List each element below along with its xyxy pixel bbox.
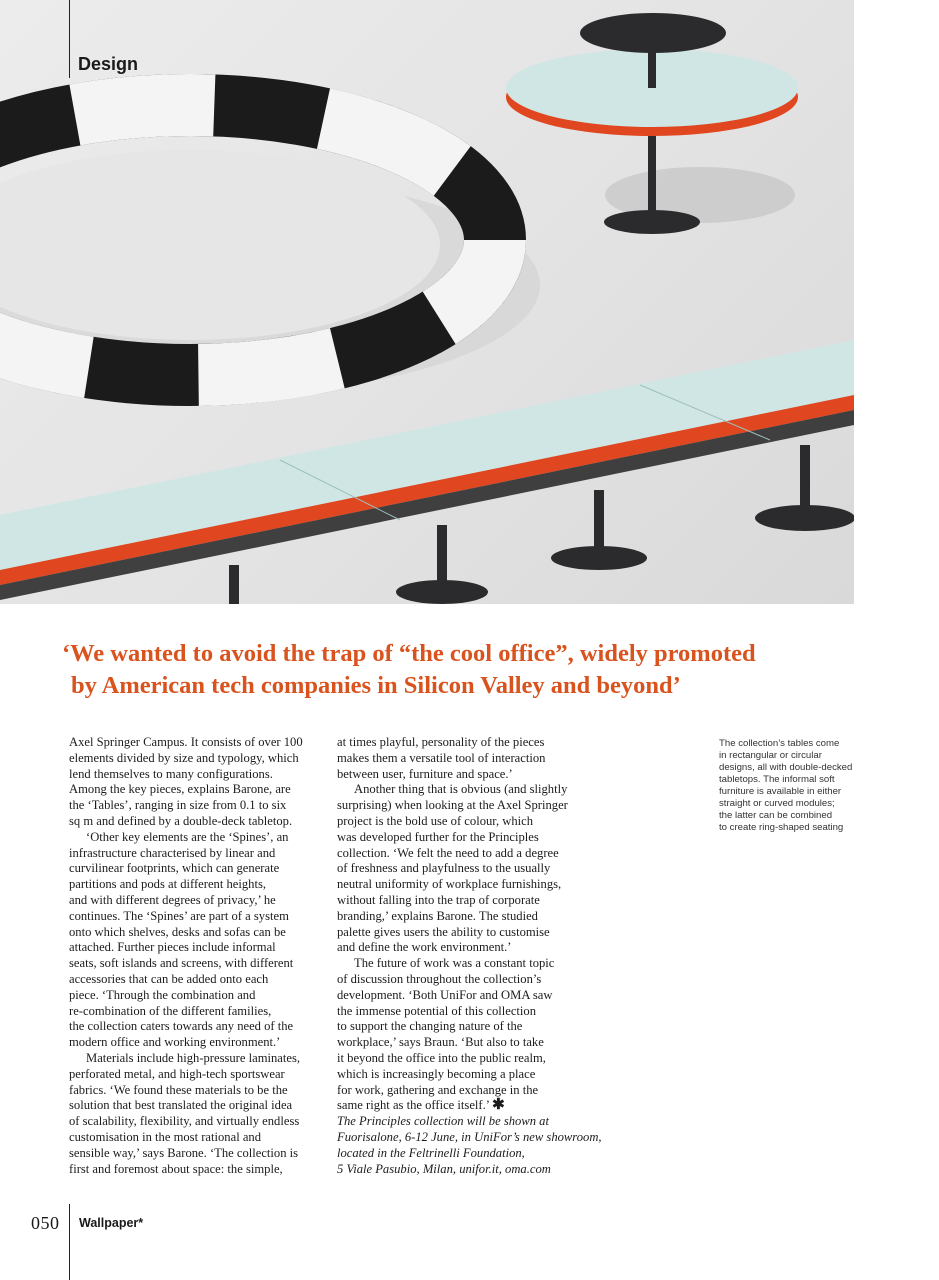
text-line: attached. Further pieces include informal — [69, 940, 276, 955]
text-line: collection. ‘We felt the need to add a degree — [337, 845, 559, 860]
text-line: neutral uniformity of workplace furnishings, — [337, 877, 562, 892]
text-line: of discussion throughout the collection’s — [337, 971, 542, 986]
caption-line: in rectangular or circular — [719, 750, 822, 761]
text-line: accessories that can be added onto each — [69, 971, 269, 986]
caption-line: tabletops. The informal soft — [719, 774, 835, 785]
text-line: was developed further for the Principles — [337, 829, 539, 844]
text-line: re-combination of the different families, — [69, 1003, 272, 1018]
text-line: same right as the office itself.’ ✱ — [337, 1097, 505, 1114]
text-line: located in the Feltrinelli Foundation, — [337, 1145, 525, 1160]
text-line: solution that best translated the original idea — [69, 1098, 293, 1113]
text-line: the collection caters towards any need of the — [69, 1019, 294, 1034]
body-column-2 — [337, 735, 602, 1177]
magazine-brand: Wallpaper* — [79, 1216, 144, 1230]
text-line: partitions and pods at different heights, — [69, 877, 267, 892]
text-line: at times playful, personality of the pieces — [337, 735, 545, 749]
text-line: ‘Other key elements are the ‘Spines’, an — [86, 829, 289, 844]
text-line: branding,’ explains Barone. The studied — [337, 908, 538, 923]
text-line: Materials include high-pressure laminates, — [86, 1050, 301, 1065]
text-line: continues. The ‘Spines’ are part of a system — [69, 908, 289, 923]
text-line: elements divided by size and typology, which — [69, 750, 299, 765]
office-furniture-photo — [0, 0, 854, 604]
text-line: between user, furniture and space.’ — [337, 766, 513, 781]
page-number: 050 — [31, 1213, 60, 1233]
text-line: 5 Viale Pasubio, Milan, unifor.it, oma.com — [337, 1161, 551, 1176]
caption-line: The collection’s tables come — [719, 738, 840, 749]
caption-line: the latter can be combined — [719, 810, 833, 821]
text-line: perforated metal, and high-tech sportswear — [69, 1066, 285, 1081]
text-line: of freshness and playfulness to the usually — [337, 861, 551, 876]
text-line: to support the changing nature of the — [337, 1019, 523, 1034]
text-line: workplace,’ says Braun. ‘But also to take — [337, 1035, 544, 1050]
text-line: lend themselves to many configurations. — [69, 766, 273, 781]
text-line: development. ‘Both UniFor and OMA saw — [337, 987, 553, 1002]
text-line: sq m and defined by a double-deck tabletop. — [69, 813, 293, 828]
text-line: the ‘Tables’, ranging in size from 0.1 to six — [69, 798, 287, 813]
section-label: Design — [78, 54, 139, 74]
text-line: The Principles collection will be shown at — [337, 1114, 549, 1129]
text-line: customisation in the most rational and — [69, 1129, 262, 1144]
pull-quote-line: ‘We wanted to avoid the trap of “the cool office”, widely promoted — [62, 640, 756, 667]
text-line: it beyond the office into the public realm, — [337, 1050, 546, 1065]
text-line: Axel Springer Campus. It consists of over 100 — [69, 735, 303, 749]
pull-quote — [62, 638, 842, 702]
text-line: first and foremost about space: the simple, — [69, 1161, 283, 1176]
caption-line: furniture is available in either — [719, 786, 842, 797]
text-line: onto which shelves, desks and sofas can be — [69, 924, 286, 939]
text-line: sensible way,’ says Barone. ‘The collection is — [69, 1145, 299, 1160]
end-mark-icon: ✱ — [492, 1097, 505, 1114]
caption-line: to create ring-shaped seating — [719, 822, 844, 833]
text-line: and with different degrees of privacy,’ he — [69, 892, 276, 907]
text-line: Among the key pieces, explains Barone, are — [69, 782, 291, 797]
pull-quote-line: by American tech companies in Silicon Valley and beyond’ — [71, 672, 681, 699]
text-line: for work, gathering and exchange in the — [337, 1082, 539, 1097]
body-column-1 — [69, 735, 331, 1177]
text-line: curvilinear footprints, which can generate — [69, 861, 280, 876]
text-line: project is the bold use of colour, which — [337, 813, 534, 828]
text-line: fabrics. ‘We found these materials to be the — [69, 1082, 288, 1097]
text-line: surprising) when looking at the Axel Springer — [337, 798, 568, 813]
caption-line: straight or curved modules; — [719, 798, 835, 809]
text-line: the immense potential of this collection — [337, 1003, 537, 1018]
text-line: modern office and working environment.’ — [69, 1035, 281, 1050]
text-line: Fuorisalone, 6-12 June, in UniFor’s new showroom, — [337, 1129, 602, 1144]
header-divider — [69, 0, 70, 78]
text-line: piece. ‘Through the combination and — [69, 987, 256, 1002]
footer-divider — [69, 1204, 70, 1280]
text-line: of scalability, flexibility, and virtually endless — [69, 1114, 300, 1129]
text-line: The future of work was a constant topic — [354, 956, 555, 971]
text-line: Another thing that is obvious (and slightly — [354, 782, 568, 797]
text-line: seats, soft islands and screens, with different — [69, 956, 294, 971]
text-line: makes them a versatile tool of interaction — [337, 750, 546, 765]
caption-line: designs, all with double-decked — [719, 762, 853, 773]
text-line: infrastructure characterised by linear and — [69, 845, 276, 860]
text-line: and define the work environment.’ — [337, 940, 512, 955]
image-caption — [719, 738, 869, 834]
text-line: without falling into the trap of corporate — [337, 892, 540, 907]
furniture-photo — [0, 0, 854, 604]
text-line: palette gives users the ability to customise — [337, 924, 550, 939]
text-line: which is increasingly becoming a place — [337, 1066, 536, 1081]
